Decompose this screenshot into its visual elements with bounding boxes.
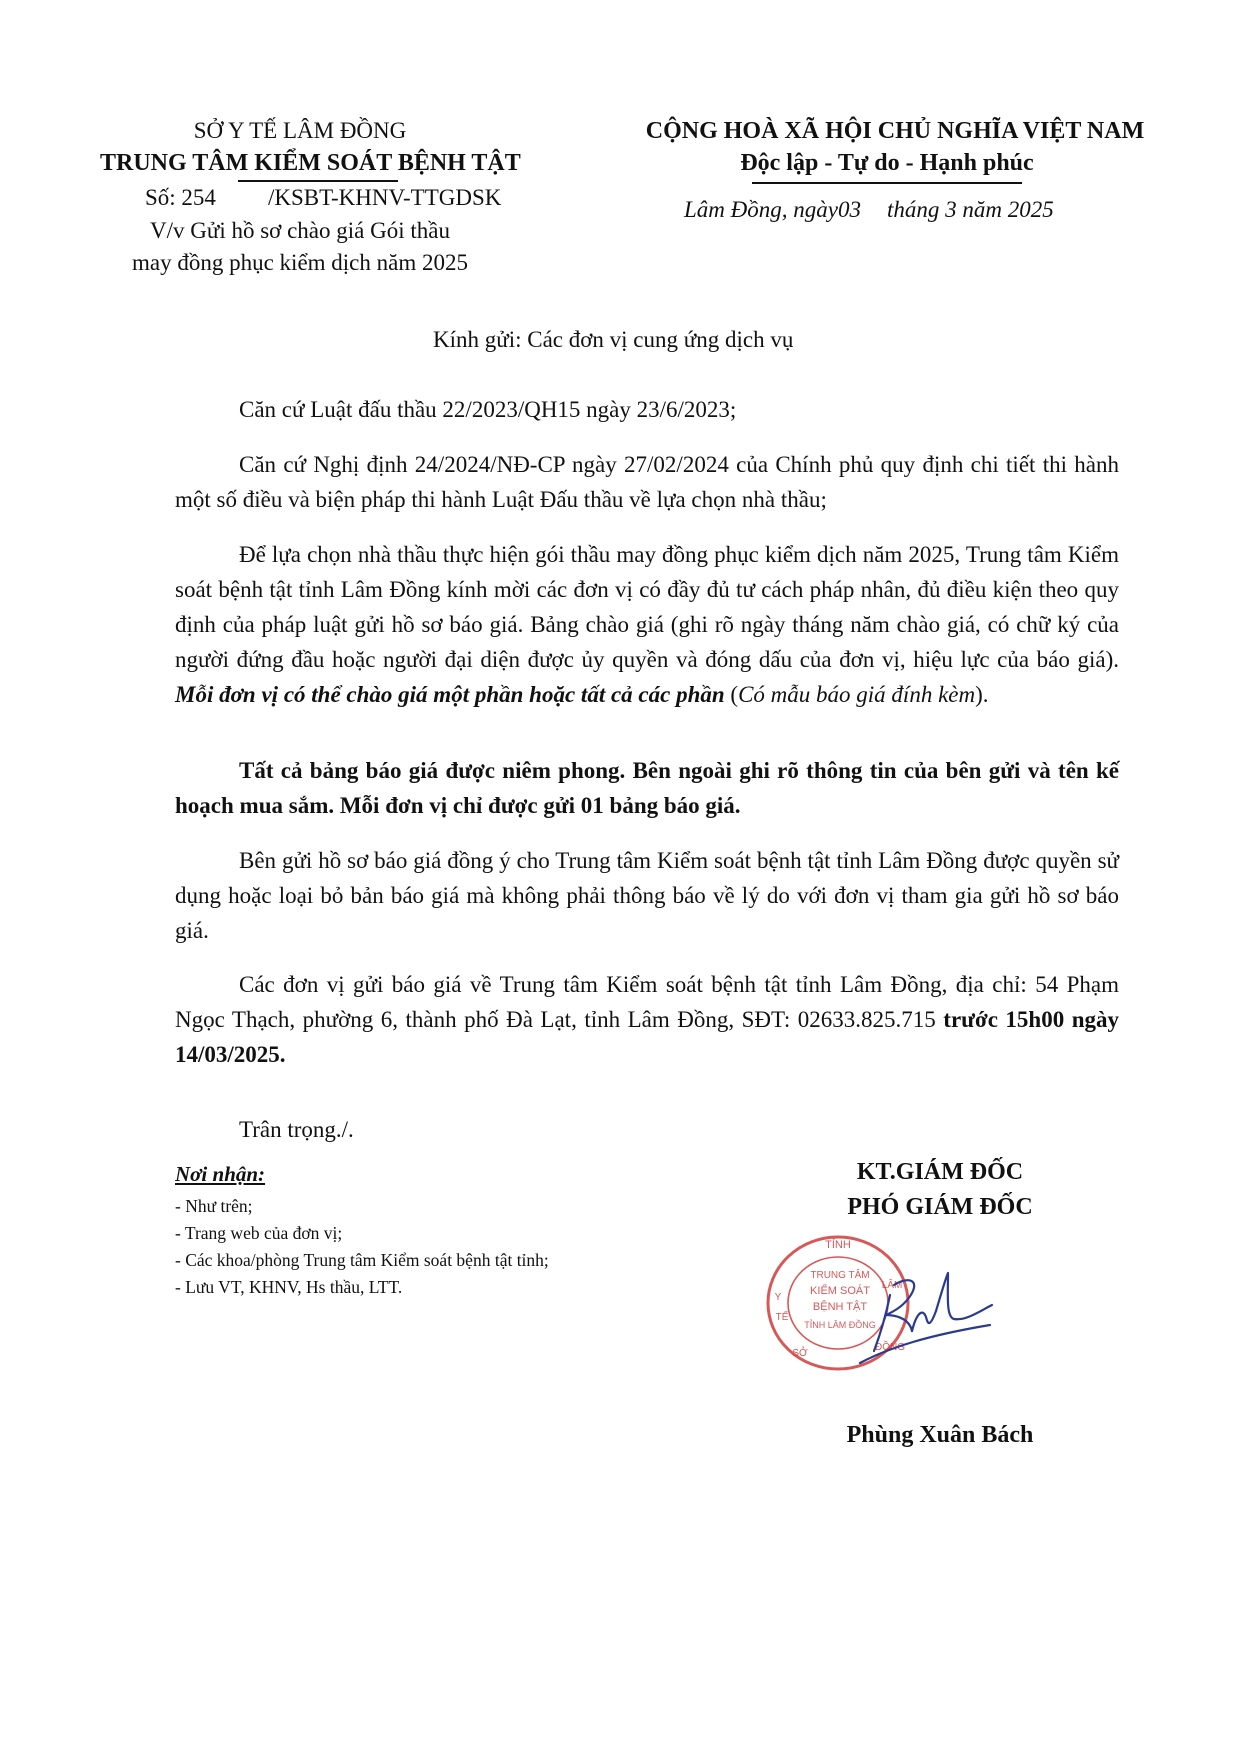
svg-text:SỞ: SỞ xyxy=(792,1348,808,1359)
svg-text:KIỂM SOÁT: KIỂM SOÁT xyxy=(810,1285,870,1297)
addressee: Kính gửi: Các đơn vị cung ứng dịch vụ xyxy=(433,327,794,352)
svg-text:Y: Y xyxy=(774,1292,782,1303)
paragraph-6-text: Các đơn vị gửi báo giá về Trung tâm Kiểm soát bệnh tật tỉnh Lâm Đồng, địa chỉ: 54 Phạm Ngọc Thạch, phường 6, thành phố Đà Lạt, tỉnh Lâm Đồng, SĐT: 02633.825.715 xyxy=(175,972,1119,1032)
recipient-item: - Lưu VT, KHNV, Hs thầu, LTT. xyxy=(175,1277,403,1297)
agency-parent: SỞ Y TẾ LÂM ĐỒNG xyxy=(193,118,407,143)
svg-text:LÂM: LÂM xyxy=(881,1280,903,1291)
closing: Trân trọng./. xyxy=(239,1117,354,1142)
paragraph-3-emphasis: Mỗi đơn vị có thể chào giá một phần hoặc tất cả các phần xyxy=(175,682,725,707)
signature-title-1: KT.GIÁM ĐỐC xyxy=(856,1159,1024,1185)
place-date-part1: Lâm Đồng, ngày03 xyxy=(684,197,861,222)
svg-text:TỈNH: TỈNH xyxy=(825,1239,851,1251)
paragraph-6-deadline: trước 15h00 ngày 14/03/2025. xyxy=(175,1007,1119,1067)
doc-number xyxy=(145,180,501,215)
signer-name: Phùng Xuân Bách xyxy=(846,1422,1034,1448)
handwritten-signature xyxy=(850,1255,1000,1375)
svg-text:BỆNH TẬT: BỆNH TẬT xyxy=(812,1301,868,1313)
paragraph-3-paren-close: ). xyxy=(975,682,989,707)
svg-text:TRUNG TÂM: TRUNG TÂM xyxy=(810,1270,870,1281)
paragraph-2: Căn cứ Nghị định 24/2024/NĐ-CP ngày 27/02/2024 của Chính phủ quy định chi tiết thi hành một số điều và biện pháp thi hành Luật Đấu thầu về lựa chọn nhà thầu; xyxy=(175,452,1119,512)
agency-name: TRUNG TÂM KIỂM SOÁT BỆNH TẬT xyxy=(100,150,521,176)
paragraph-3 xyxy=(175,537,1119,712)
subject-line-1: V/v Gửi hồ sơ chào giá Gói thầu xyxy=(150,218,450,243)
signature-title-2: PHÓ GIÁM ĐỐC xyxy=(847,1194,1033,1220)
place-date xyxy=(684,192,1054,227)
place-date-part2: tháng 3 năm 2025 xyxy=(886,197,1054,222)
paragraph-1: Căn cứ Luật đấu thầu 22/2023/QH15 ngày 23/6/2023; xyxy=(239,397,737,422)
national-title: CỘNG HOÀ XÃ HỘI CHỦ NGHĨA VIỆT NAM xyxy=(645,118,1145,144)
national-motto: Độc lập - Tự do - Hạnh phúc xyxy=(740,150,1034,176)
svg-text:ĐỒNG: ĐỒNG xyxy=(875,1342,905,1353)
doc-number-code: /KSBT-KHNV-TTGDSK xyxy=(267,185,502,210)
recipient-item: - Như trên; xyxy=(175,1196,253,1216)
paragraph-3-paren-open: ( xyxy=(724,682,739,707)
paragraph-3-attachment-note: Có mẫu báo giá đính kèm xyxy=(738,682,976,707)
svg-text:TẾ: TẾ xyxy=(775,1312,789,1323)
paragraph-6 xyxy=(175,967,1119,1072)
svg-text:TỈNH LÂM ĐỒNG: TỈNH LÂM ĐỒNG xyxy=(804,1320,876,1330)
recipient-item: - Các khoa/phòng Trung tâm Kiểm soát bệnh tật tỉnh; xyxy=(175,1250,549,1270)
doc-number-label: Số: 254 xyxy=(145,185,216,210)
subject-line-2: may đồng phục kiểm dịch năm 2025 xyxy=(132,250,468,275)
recipients-title: Nơi nhận: xyxy=(175,1162,266,1186)
motto-underline xyxy=(752,182,1022,184)
paragraph-4: Tất cả bảng báo giá được niêm phong. Bên ngoài ghi rõ thông tin của bên gửi và tên kế hoạch mua sắm. Mỗi đơn vị chỉ được gửi 01 bảng báo giá. xyxy=(175,758,1119,818)
recipient-item: - Trang web của đơn vị; xyxy=(175,1223,343,1243)
paragraph-5: Bên gửi hồ sơ báo giá đồng ý cho Trung tâm Kiểm soát bệnh tật tỉnh Lâm Đồng được quyền sử dụng hoặc loại bỏ bản báo giá mà không phải thông báo về lý do với đơn vị tham gia gửi hồ sơ báo giá. xyxy=(175,848,1119,943)
paragraph-3-text: Để lựa chọn nhà thầu thực hiện gói thầu may đồng phục kiểm dịch năm 2025, Trung tâm Kiểm soát bệnh tật tỉnh Lâm Đồng kính mời các đơn vị có đầy đủ tư cách pháp nhân, đủ điều kiện theo quy định của pháp luật gửi hồ sơ báo giá. Bảng chào giá (ghi rõ ngày tháng năm chào giá, có chữ ký của người đứng đầu hoặc người đại diện được ủy quyền và đóng dấu của đơn vị, hiệu lực của báo giá). xyxy=(175,542,1119,672)
